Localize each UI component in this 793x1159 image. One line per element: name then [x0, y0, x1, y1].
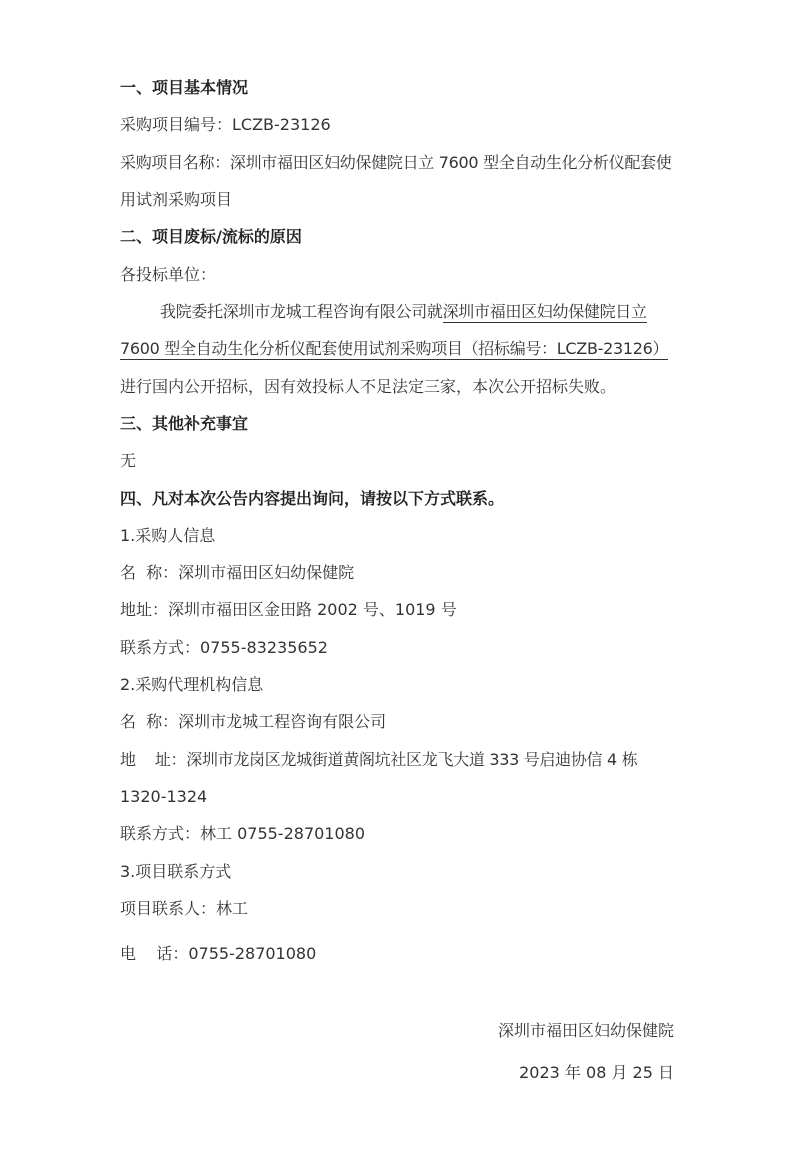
body-paragraph-line-3: 进行国内公开招标，因有效投标人不足法定三家，本次公开招标失败。 — [120, 377, 617, 396]
signature-organization: 深圳市福田区妇幼保健院 — [497, 1021, 674, 1040]
body-paragraph-line-2 — [120, 338, 668, 360]
signature-date: 2023 年 08 月 25 日 — [519, 1063, 674, 1082]
agency-address-line-1: 地 址：深圳市龙岗区龙城街道黄阁坑社区龙飞大道 333 号启迪协信 4 栋 — [120, 750, 638, 769]
agency-info-title: 2.采购代理机构信息 — [120, 675, 264, 694]
body-prefix-text: 我院委托深圳市龙城工程咨询有限公司就 — [160, 302, 443, 321]
project-title-underlined-part-1: 深圳市福田区妇幼保健院日立 — [442, 302, 647, 321]
section-heading-basic-info: 一、项目基本情况 — [120, 78, 249, 97]
supplementary-content: 无 — [120, 451, 137, 470]
purchaser-info-title: 1.采购人信息 — [120, 526, 216, 545]
purchaser-address: 地址：深圳市福田区金田路 2002 号、1019 号 — [120, 600, 457, 619]
project-title-underlined-part-2: 7600 型全自动生化分析仪配套使用试剂采购项目（招标编号：LCZB-23126） — [120, 339, 669, 358]
section-heading-supplementary: 三、其他补充事宜 — [120, 414, 249, 433]
project-name-line-1: 采购项目名称：深圳市福田区妇幼保健院日立 7600 型全自动生化分析仪配套使 — [120, 153, 672, 172]
project-contact-person: 项目联系人：林工 — [120, 899, 249, 918]
agency-address-line-2: 1320-1324 — [120, 787, 208, 806]
body-paragraph-line-1 — [160, 301, 647, 323]
purchaser-name: 名 称：深圳市福田区妇幼保健院 — [120, 563, 355, 582]
project-contact-phone: 电 话：0755-28701080 — [120, 944, 317, 963]
section-heading-contact: 四、凡对本次公告内容提出询问，请按以下方式联系。 — [120, 489, 505, 508]
purchaser-contact: 联系方式：0755-83235652 — [120, 638, 328, 657]
section-heading-failure-reason: 二、项目废标/流标的原因 — [120, 227, 302, 246]
project-number: 采购项目编号：LCZB-23126 — [120, 115, 331, 134]
agency-name: 名 称：深圳市龙城工程咨询有限公司 — [120, 712, 387, 731]
salutation: 各投标单位： — [120, 265, 217, 284]
project-contact-title: 3.项目联系方式 — [120, 862, 232, 881]
agency-contact: 联系方式：林工 0755-28701080 — [120, 824, 366, 843]
project-name-line-2: 用试剂采购项目 — [120, 190, 233, 209]
